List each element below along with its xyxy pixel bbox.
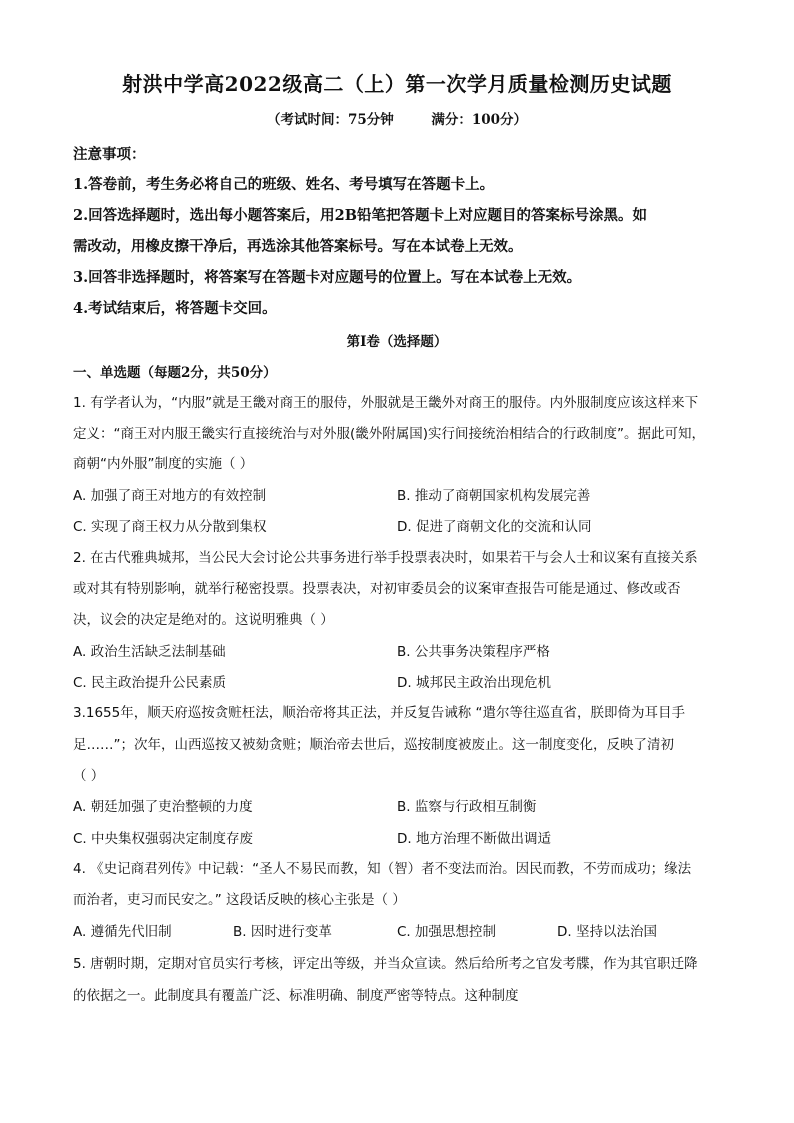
question-2-option-d: D. 城邦民主政治出现危机 [397, 675, 551, 691]
question-1-option-b: B. 推动了商朝国家机构发展完善 [397, 488, 591, 504]
question-1-line-2: 定义：“商王对内服王畿实行直接统治与对外服(畿外附属国)实行间接统治相结合的行政制度”。据此可知， [73, 426, 706, 442]
notice-item-3: 3.回答非选择题时，将答案写在答题卡对应题号的位置上。写在本试卷上无效。 [73, 269, 582, 286]
question-3-option-a: A. 朝廷加强了吏治整顿的力度 [73, 799, 253, 815]
question-3-line-3: （ ） [73, 768, 105, 784]
question-3-line-2: 足……”；次年，山西巡按又被劾贪赃；顺治帝去世后，巡按制度被废止。这一制度变化，反映了清初 [73, 737, 674, 753]
question-3-option-c: C. 中央集权强弱决定制度存废 [73, 831, 254, 847]
question-3-option-b: B. 监察与行政相互制衡 [397, 799, 537, 815]
question-2-option-c: C. 民主政治提升公民素质 [73, 675, 227, 691]
notice-item-2-cont: 需改动，用橡皮擦干净后，再选涂其他答案标号。写在本试卷上无效。 [73, 238, 523, 255]
question-5-line-2: 的依据之一。此制度具有覆盖广泛、标准明确、制度严密等特点。这种制度 [73, 988, 519, 1004]
question-2-line-1: 2. 在古代雅典城邦，当公民大会讨论公共事务进行举手投票表决时，如果若干与会人士和议案有直接关系 [73, 550, 698, 566]
notice-item-4: 4.考试结束后，将答题卡交回。 [73, 300, 277, 317]
exam-info: （考试时间：75分钟 满分：100分） [266, 112, 528, 128]
notice-item-2: 2.回答选择题时，选出每小题答案后，用2B铅笔把答题卡上对应题目的答案标号涂黑。如 [73, 207, 647, 224]
question-3-line-1: 3.1655年，顺天府巡按贪赃枉法，顺治帝将其正法，并反复告诫称 “遣尔等往巡直省，朕即倚为耳目手 [73, 705, 686, 721]
section-title: 第Ⅰ卷（选择题） [346, 334, 448, 350]
question-1-option-a: A. 加强了商王对地方的有效控制 [73, 488, 267, 504]
question-1-option-c: C. 实现了商王权力从分散到集权 [73, 519, 267, 535]
question-4-line-2: 而治者，吏习而民安之。” 这段话反映的核心主张是（ ） [73, 892, 406, 908]
question-1-line-3: 商朝“内外服”制度的实施（ ） [73, 456, 254, 472]
question-1-line-1: 1. 有学者认为，“内服”就是王畿对商王的服侍，外服就是王畿外对商王的服侍。内外服制度应该这样来下 [73, 395, 699, 411]
question-4-option-b: B. 因时进行变革 [233, 924, 332, 940]
question-2-option-b: B. 公共事务决策程序严格 [397, 644, 550, 660]
question-5-line-1: 5. 唐朝时期，定期对官员实行考核，评定出等级，并当众宣读。然后给所考之官发考牒，作为其官职迁降 [73, 956, 698, 972]
page-title: 射洪中学高2022级高二（上）第一次学月质量检测历史试题 [122, 72, 672, 96]
question-4-option-a: A. 遵循先代旧制 [73, 924, 172, 940]
question-1-option-d: D. 促进了商朝文化的交流和认同 [397, 519, 592, 535]
notice-heading: 注意事项： [73, 146, 146, 163]
question-2-line-3: 决，议会的决定是绝对的。这说明雅典（ ） [73, 612, 334, 628]
part-title: 一、单选题（每题2分，共50分） [73, 365, 277, 381]
question-3-option-d: D. 地方治理不断做出调适 [397, 831, 551, 847]
question-2-line-2: 或对其有特别影响，就举行秘密投票。投票表决，对初审委员会的议案审查报告可能是通过、修改或否 [73, 581, 681, 597]
question-4-option-d: D. 坚持以法治国 [557, 924, 657, 940]
question-4-line-1: 4. 《史记商君列传》中记载：“圣人不易民而教，知（智）者不变法而治。因民而教，不劳而成功；缘法 [73, 861, 692, 877]
notice-item-1: 1.答卷前，考生务必将自己的班级、姓名、考号填写在答题卡上。 [73, 176, 495, 193]
question-4-option-c: C. 加强思想控制 [397, 924, 497, 940]
question-2-option-a: A. 政治生活缺乏法制基础 [73, 644, 226, 660]
